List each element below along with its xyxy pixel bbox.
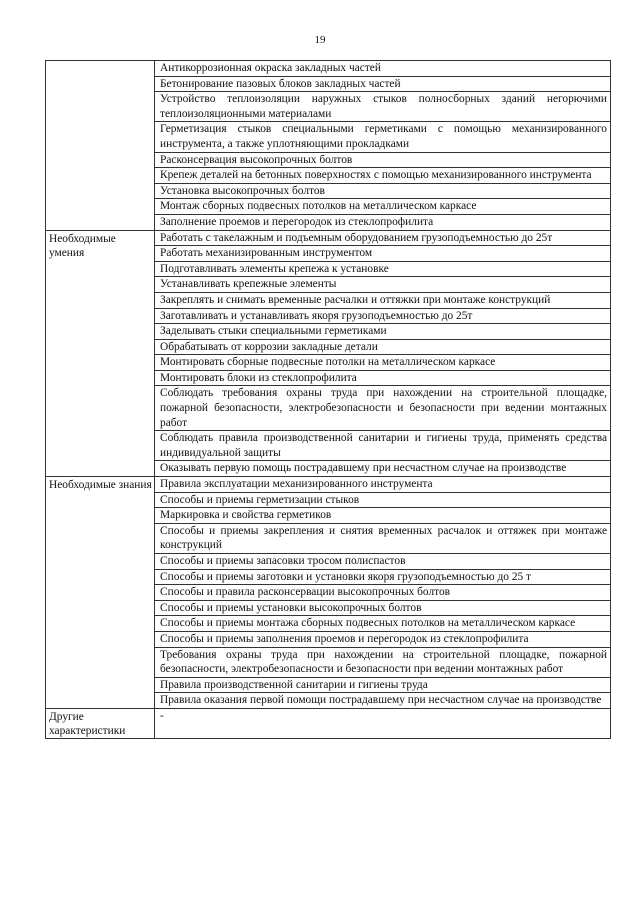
list-item: Маркировка и свойства герметиков bbox=[155, 508, 610, 524]
list-item: Монтировать сборные подвесные потолки на металлическом каркасе bbox=[155, 355, 610, 371]
requirements-table bbox=[45, 60, 611, 739]
list-item: Обрабатывать от коррозии закладные детали bbox=[155, 340, 610, 356]
section-label bbox=[46, 61, 155, 231]
list-item: Соблюдать правила производственной санитарии и гигиены труда, применять средства индивидуальной защиты bbox=[155, 431, 610, 461]
list-item: Способы и приемы монтажа сборных подвесных потолков на металлическом каркасе bbox=[155, 616, 610, 632]
list-item: Расконсервация высокопрочных болтов bbox=[155, 153, 610, 169]
section-items bbox=[155, 708, 611, 738]
list-item: Крепеж деталей на бетонных поверхностях с помощью механизированного инструмента bbox=[155, 168, 610, 184]
list-item: Способы и правила расконсервации высокопрочных болтов bbox=[155, 585, 610, 601]
list-item: Работать механизированным инструментом bbox=[155, 246, 610, 262]
section-label: Необходимые умения bbox=[46, 230, 155, 477]
section-items bbox=[155, 477, 611, 709]
list-item: Требования охраны труда при нахождении на строительной площадке, пожарной безопасности, электробезопасности и безопасности при ведении монтажных работ bbox=[155, 648, 610, 678]
list-item: Соблюдать требования охраны труда при нахождении на строительной площадке, пожарной безопасности, электробезопасности и безопасности при ведении монтажных работ bbox=[155, 386, 610, 431]
table-row bbox=[46, 61, 611, 231]
list-item: Способы и приемы заполнения проемов и перегородок из стеклопрофилита bbox=[155, 632, 610, 648]
list-item: Способы и приемы заготовки и установки якоря грузоподъемностью до 25 т bbox=[155, 570, 610, 586]
list-item: Заделывать стыки специальными герметиками bbox=[155, 324, 610, 340]
list-item: Установка высокопрочных болтов bbox=[155, 184, 610, 200]
list-item: Правила оказания первой помощи пострадавшему при несчастном случае на производстве bbox=[160, 694, 602, 707]
section-items bbox=[155, 61, 611, 231]
list-item: Способы и приемы запасовки тросом полиспастов bbox=[155, 554, 610, 570]
list-item: Антикоррозионная окраска закладных частей bbox=[155, 61, 610, 77]
table-row bbox=[46, 708, 611, 738]
list-item: Способы и приемы закрепления и снятия временных расчалок и оттяжек при монтаже конструкций bbox=[155, 524, 610, 554]
list-item: Способы и приемы установки высокопрочных болтов bbox=[155, 601, 610, 617]
list-item: Заготавливать и устанавливать якоря грузоподъемностью до 25т bbox=[155, 309, 610, 325]
table-row bbox=[46, 477, 611, 709]
list-item: Устройство теплоизоляции наружных стыков полносборных зданий негорючими теплоизоляционными материалами bbox=[155, 92, 610, 122]
section-label: Другие характеристики bbox=[46, 708, 155, 738]
list-item: Правила эксплуатации механизированного инструмента bbox=[155, 477, 610, 493]
list-item: Бетонирование пазовых блоков закладных частей bbox=[155, 77, 610, 93]
list-item: Монтаж сборных подвесных потолков на металлическом каркасе bbox=[155, 199, 610, 215]
table-row bbox=[46, 230, 611, 477]
list-item: - bbox=[160, 709, 164, 722]
list-item: Оказывать первую помощь пострадавшему при несчастном случае на производстве bbox=[160, 462, 567, 475]
list-item: Монтировать блоки из стеклопрофилита bbox=[155, 371, 610, 387]
list-item: Подготавливать элементы крепежа к установке bbox=[155, 262, 610, 278]
list-item: Заполнение проемов и перегородок из стеклопрофилита bbox=[160, 215, 434, 228]
list-item: Способы и приемы герметизации стыков bbox=[155, 493, 610, 509]
list-item: Закреплять и снимать временные расчалки и оттяжки при монтаже конструкций bbox=[155, 293, 610, 309]
list-item: Работать с такелажным и подъемным оборудованием грузоподъемностью до 25т bbox=[155, 231, 610, 247]
section-label: Необходимые знания bbox=[46, 477, 155, 709]
list-item: Герметизация стыков специальными герметиками с помощью механизированного инструмента, а также уплотняющими прокладками bbox=[155, 122, 610, 152]
list-item: Устанавливать крепежные элементы bbox=[155, 277, 610, 293]
page-number: 19 bbox=[314, 34, 326, 46]
list-item: Правила производственной санитарии и гигиены труда bbox=[155, 678, 610, 694]
section-items bbox=[155, 230, 611, 477]
